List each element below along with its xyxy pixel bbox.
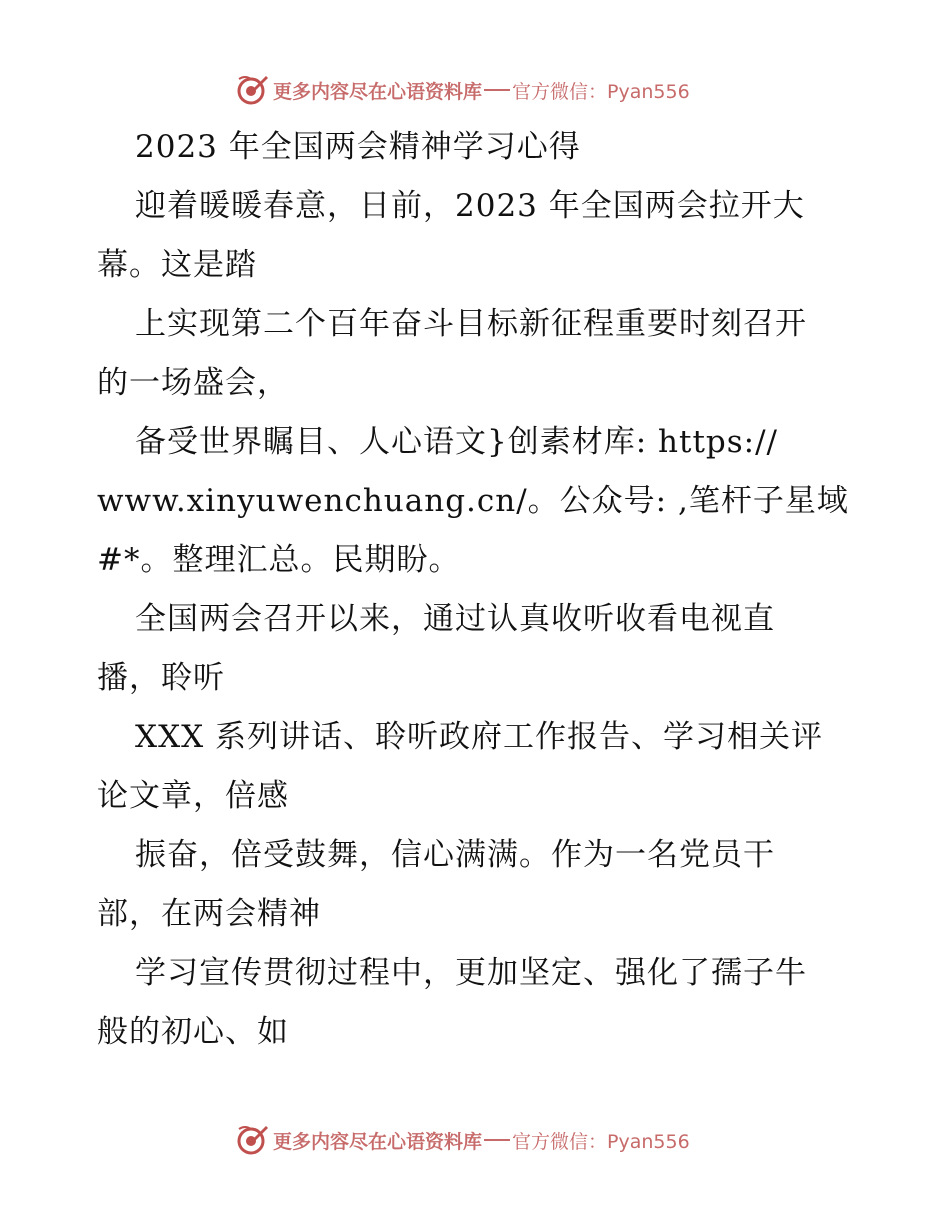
paragraph-line: 学习宣传贯彻过程中，更加坚定、强化了孺子牛 [135, 955, 807, 991]
paragraph-line: XXX 系列讲话、聆听政府工作报告、学习相关评 [135, 719, 824, 755]
paragraph-line: 部，在两会精神 [97, 896, 321, 932]
paragraph-line: 般的初心、如 [97, 1014, 289, 1050]
pen-logo-icon [235, 73, 269, 107]
banner-dash [484, 89, 510, 91]
paragraph-line: 振奋，倍受鼓舞，信心满满。作为一名党员干 [135, 837, 775, 873]
paragraph-line: 的一场盛会， [97, 365, 289, 401]
paragraph-line: 备受世界瞩目、人心语文}创素材库: https:// [135, 424, 778, 460]
paragraph-line: 迎着暖暖春意，日前，2023 年全国两会拉开大 [135, 188, 805, 224]
banner-wechat: 官方微信：Pyan556 [512, 80, 690, 103]
paragraph-line: 幕。这是踏 [97, 247, 257, 283]
paragraph-line: #*。整理汇总。民期盼。 [97, 542, 461, 578]
document-title: 2023 年全国两会精神学习心得 [135, 129, 581, 165]
banner-dash [484, 1139, 510, 1141]
paragraph-line: 论文章，倍感 [97, 778, 289, 814]
footer-watermark-banner [235, 1122, 690, 1158]
pen-logo-icon [235, 1123, 269, 1157]
paragraph-line: 上实现第二个百年奋斗目标新征程重要时刻召开 [135, 306, 807, 342]
paragraph-line: www.xinyuwenchuang.cn/。公众号: ,笔杆子星域 [97, 483, 849, 519]
paragraph-line: 全国两会召开以来，通过认真收听收看电视直 [135, 601, 775, 637]
banner-text: 更多内容尽在心语资料库 [273, 1130, 483, 1153]
banner-text: 更多内容尽在心语资料库 [273, 80, 483, 103]
banner-wechat: 官方微信：Pyan556 [512, 1130, 690, 1153]
header-watermark-banner [235, 72, 690, 108]
paragraph-line: 播，聆听 [97, 660, 225, 696]
